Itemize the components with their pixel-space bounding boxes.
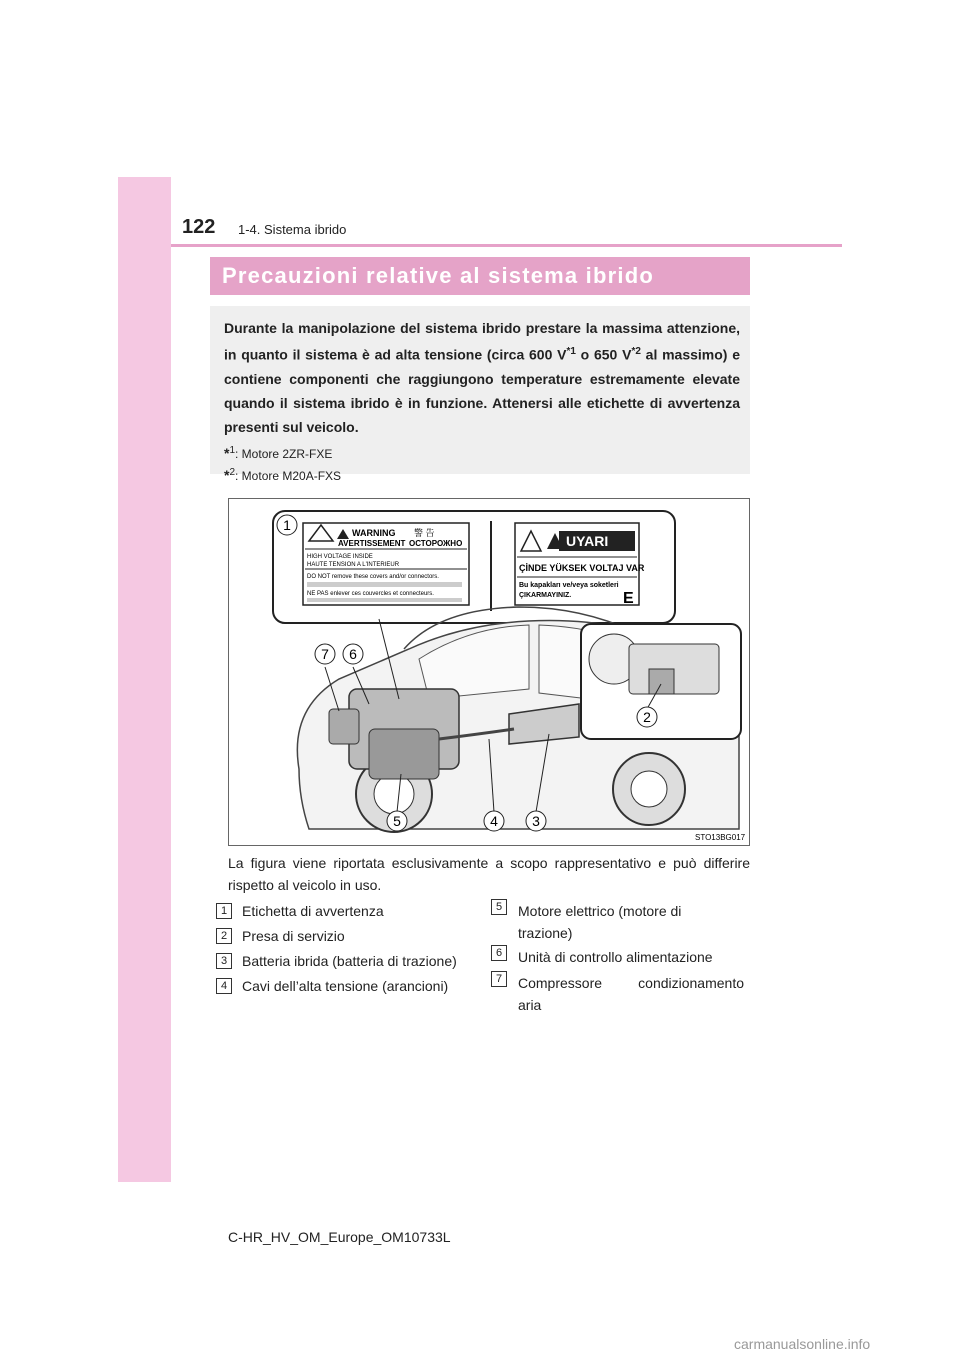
label-line1: HIGH VOLTAGE INSIDE <box>307 554 373 560</box>
side-tab <box>118 177 171 1182</box>
callout-number-2: 2 <box>643 709 651 725</box>
footnote-1 <box>224 445 740 461</box>
legend-item-5 <box>518 900 744 944</box>
footnote-text: : Motore M20A-FXS <box>235 468 342 483</box>
section-reference: 1-4. Sistema ibrido <box>238 222 347 237</box>
legend-item-1: Etichetta di avvertenza <box>242 903 384 919</box>
legend-number-3: 3 <box>216 953 232 969</box>
section-title-bar <box>210 257 750 295</box>
footnote-2 <box>224 467 740 483</box>
legend-item-7-line1: Compressore condizionamento <box>518 975 744 991</box>
callout-number-3: 3 <box>532 813 540 829</box>
footnote-mark: * <box>224 444 230 461</box>
header-rule <box>171 244 842 247</box>
legend-number-5: 5 <box>491 899 507 915</box>
footnote-mark: * <box>224 466 230 483</box>
figure-illustration <box>229 499 749 845</box>
legend-item-2: Presa di servizio <box>242 928 345 944</box>
callout-number-5: 5 <box>393 813 401 829</box>
label-line4: NE PAS enlever ces couvercles et connecteurs. <box>307 591 434 597</box>
callout-number-1: 1 <box>283 517 291 533</box>
footnote-ref-1: *1 <box>566 346 576 357</box>
footnote-num: 1 <box>229 444 236 456</box>
legend-number-4: 4 <box>216 978 232 994</box>
legend-number-7: 7 <box>491 971 507 987</box>
callout-number-7: 7 <box>321 646 329 662</box>
label-right-line2: Bu kapakları ve/veya soketleri <box>519 582 619 589</box>
footnote-ref-2: *2 <box>631 346 641 357</box>
label-ru-text: ОСТОРОЖНО <box>409 539 463 548</box>
hybrid-system-figure <box>228 498 750 846</box>
intro-part2: o 650 V <box>575 346 632 363</box>
section-title: Precauzioni relative al sistema ibrido <box>222 263 654 288</box>
legend-item-5-text: Motore elettrico (motore di <box>518 903 682 919</box>
ac-compressor <box>329 709 359 744</box>
legend-item-5-line2: trazione) <box>518 925 573 941</box>
label-avertissement-text: AVERTISSEMENT <box>338 539 406 548</box>
label-multilingual-text-block <box>307 582 462 587</box>
intro-box <box>210 306 750 483</box>
figure-caption: La figura viene riportata esclusivamente a scopo rappresentativo e può differire rispetto al veicolo in uso. <box>228 855 750 893</box>
legend-item-5-line1 <box>518 900 744 922</box>
watermark: carmanualsonline.info <box>734 1336 871 1352</box>
intro-part3: al massimo) e contiene componenti che raggiungono temperature estremamente elevate quando il sistema ibrido è in funzione. Attenersi alle etichette di avvertenza presenti sul veicolo. <box>224 346 740 435</box>
label-line2: HAUTE TENSION A L'INTERIEUR <box>307 562 400 568</box>
service-plug <box>649 669 674 694</box>
label-right-letter: E <box>623 590 634 607</box>
callout-number-6: 6 <box>349 646 357 662</box>
uyari-text: UYARI <box>566 533 609 549</box>
label-line3: DO NOT remove these covers and/or connectors. <box>307 574 439 580</box>
legend-number-1: 1 <box>216 903 232 919</box>
figure-code: STO13BG017 <box>695 833 746 842</box>
legend-item-7 <box>518 972 744 1016</box>
footnote-num: 2 <box>229 466 236 478</box>
footnote-text: : Motore 2ZR-FXE <box>235 446 333 461</box>
callout-number-4: 4 <box>490 813 498 829</box>
label-kanji-text: 警 告 <box>414 528 435 538</box>
rear-wheel-hub <box>631 771 667 807</box>
windshield <box>419 625 529 699</box>
legend-item-7-line2: aria <box>518 997 542 1013</box>
document-footer: C-HR_HV_OM_Europe_OM10733L <box>228 1229 451 1245</box>
label-multilingual-text-block <box>307 598 462 602</box>
front-wheel-hub <box>374 774 414 814</box>
intro-part1: Durante la manipolazione del sistema ibrido prestare la massima attenzione, in quanto il sistema è ad alta tensione (circa 600 V <box>224 320 740 363</box>
label-right-line3: ÇIKARMAYINIZ. <box>519 592 572 599</box>
legend-item-4: Cavi dell’alta tensione (arancioni) <box>242 978 449 994</box>
label-right-line1: ÇİNDE YÜKSEK VOLTAJ VAR <box>519 563 645 573</box>
legend-item-3: Batteria ibrida (batteria di trazione) <box>242 953 457 969</box>
legend-item-6: Unità di controllo alimentazione <box>518 949 713 965</box>
intro-text <box>224 316 740 439</box>
label-warning-text: WARNING <box>352 528 396 538</box>
legend-number-6: 6 <box>491 945 507 961</box>
page-number: 122 <box>182 216 216 238</box>
electric-motor <box>369 729 439 779</box>
legend-number-2: 2 <box>216 928 232 944</box>
